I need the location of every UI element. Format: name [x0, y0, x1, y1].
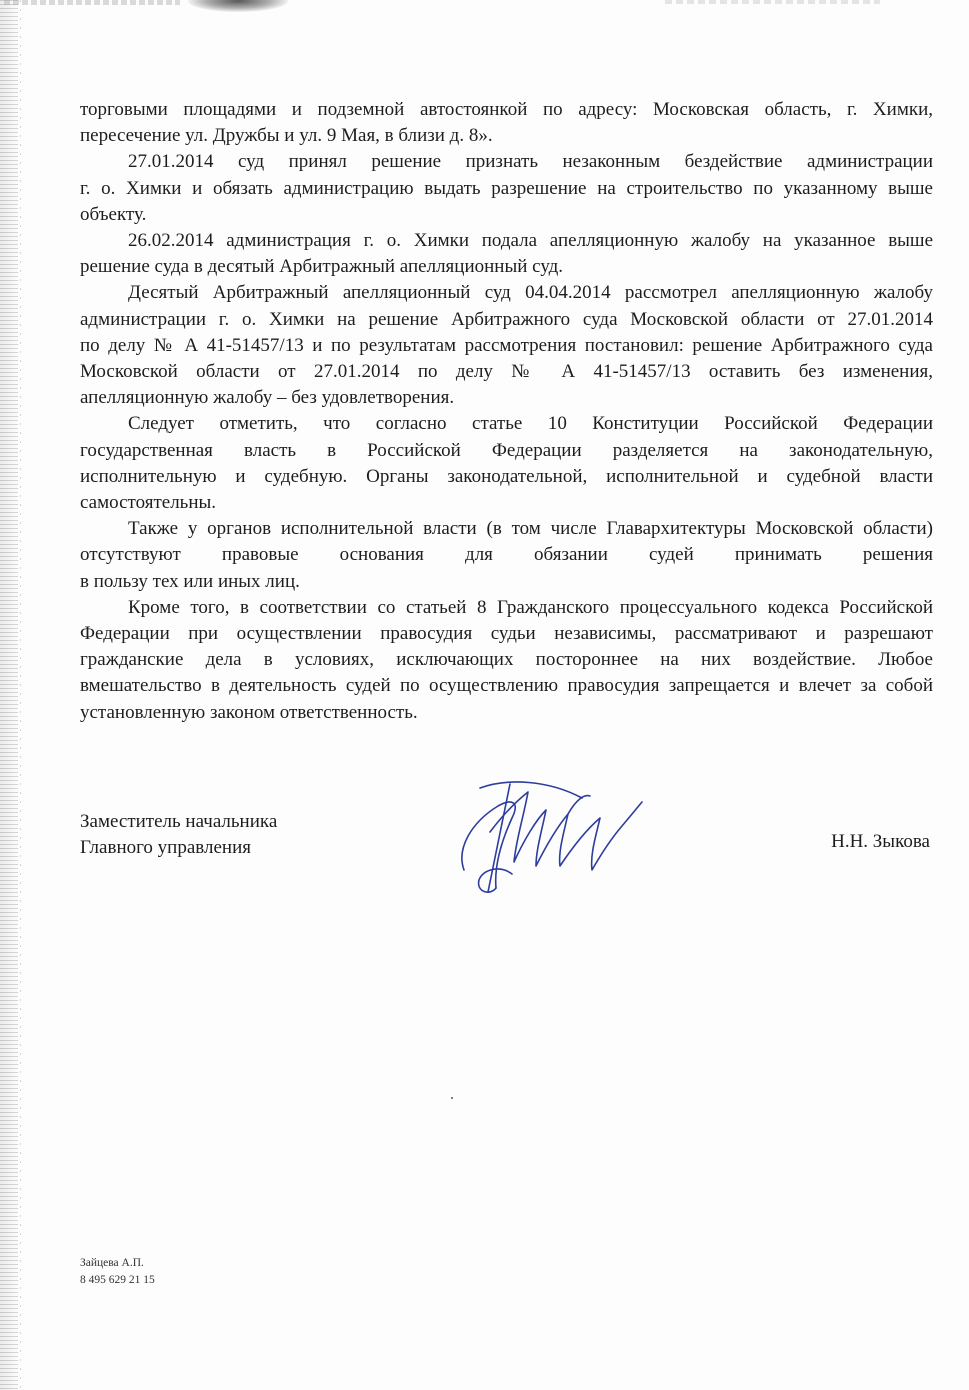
signatory-position	[80, 809, 277, 861]
executor-name: Зайцева А.П.	[80, 1257, 144, 1269]
scan-speck	[451, 1097, 453, 1099]
text-line: Десятый Арбитражный апелляционный суд 04.04.2014 рассмотрел апелляционную жалобу	[128, 282, 933, 304]
text-line: Федерации при осуществлении правосудия судьи независимы, рассматривают и разрешают	[80, 623, 933, 645]
paragraph-continuation	[80, 97, 933, 149]
text-line: вмешательство в деятельность судей по осуществлению правосудия запрещается и влечет за собой	[80, 675, 933, 697]
text-line: гражданские дела в условиях, исключающих постороннее на них воздействие. Любое	[80, 649, 933, 671]
text-line: в пользу тех или иных лиц.	[80, 570, 300, 592]
letter-body	[80, 97, 933, 726]
text-line: 27.01.2014 суд принял решение признать незаконным бездействие администрации	[128, 151, 933, 173]
text-line: торговыми площадями и подземной автостоянкой по адресу: Московская область, г. Химки,	[80, 99, 933, 120]
text-line: пересечение ул. Дружбы и ул. 9 Мая, в близи д. 8».	[80, 125, 493, 147]
paragraph-civil-code	[80, 595, 933, 726]
text-line: установленную законом ответственность.	[80, 701, 418, 723]
signatory-name: Н.Н. Зыкова	[831, 831, 930, 852]
text-line: Кроме того, в соответствии со статьей 8 Гражданского процессуального кодекса Российской	[128, 596, 933, 618]
executor-phone: 8 495 629 21 15	[80, 1274, 155, 1286]
signature	[450, 770, 650, 900]
scan-ghost-text	[665, 0, 880, 4]
position-line: Главного управления	[80, 837, 251, 859]
paragraph-court-decision	[80, 149, 933, 228]
text-line: апелляционную жалобу – без удовлетворения.	[80, 387, 455, 409]
text-line: 26.02.2014 администрация г. о. Химки подала апелляционную жалобу на указанное выше	[128, 230, 933, 252]
paragraph-appeal-result	[80, 280, 933, 411]
text-line: по делу № А 41-51457/13 и по результатам рассмотрения постановил: решение Арбитражного суда	[80, 334, 933, 356]
text-line: решение суда в десятый Арбитражный апелляционный суд.	[80, 256, 564, 278]
paragraph-constitution	[80, 411, 933, 516]
text-line: исполнительную и судебную. Органы законодательной, исполнительной и судебной власти	[80, 465, 933, 487]
position-line: Заместитель начальника	[80, 811, 278, 832]
scan-edge-line	[20, 0, 21, 1390]
text-line: Следует отметить, что согласно статье 10 Конституции Российской Федерации	[128, 413, 933, 435]
text-line: Московской области от 27.01.2014 по делу № А 41-51457/13 оставить без изменения,	[80, 361, 933, 383]
scan-edge-noise	[0, 0, 18, 1390]
text-line: отсутствуют правовые основания для обязании судей принимать решения	[80, 544, 933, 566]
text-line: Также у органов исполнительной власти (в том числе Главархитектуры Московской области)	[128, 518, 933, 540]
text-line: объекту.	[80, 203, 147, 225]
executor-info	[80, 1255, 155, 1289]
paragraph-executive-power	[80, 516, 933, 595]
paragraph-appeal	[80, 228, 933, 280]
text-line: государственная власть в Российской Федерации разделяется на законодательную,	[80, 439, 933, 461]
scan-ghost-text	[4, 0, 180, 5]
scan-smudge	[188, 0, 288, 12]
text-line: г. о. Химки и обязать администрацию выдать разрешение на строительство по указанному выше	[80, 177, 933, 199]
text-line: администрации г. о. Химки на решение Арбитражного суда Московской области от 27.01.2014	[80, 308, 933, 330]
text-line: самостоятельны.	[80, 492, 217, 514]
